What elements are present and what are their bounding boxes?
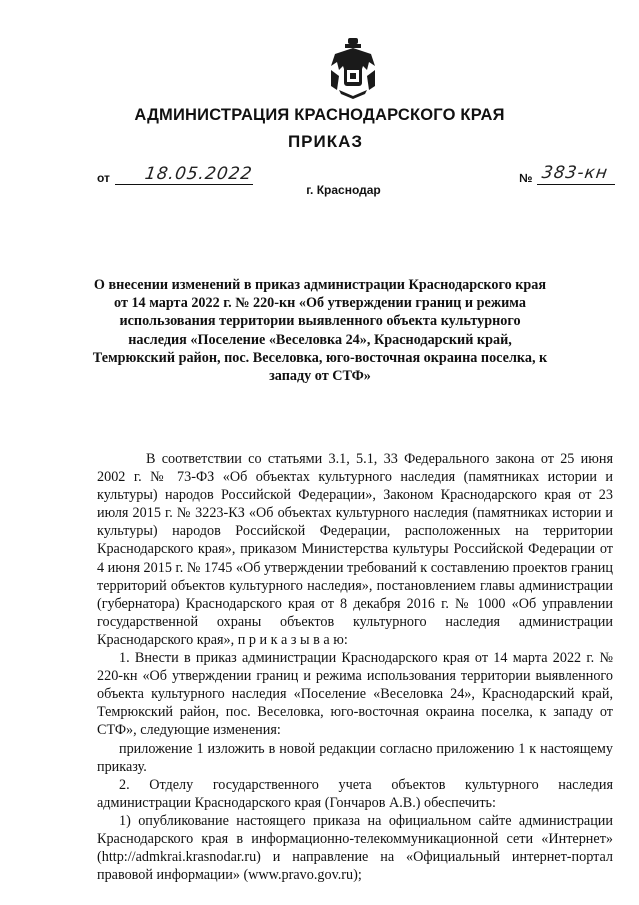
document-title: О внесении изменений в приказ администрации Краснодарского края от 14 марта 2022 г. № 220-кн «Об утверждении границ и режима использования территории выявленного объекта культурного наследия «Поселение «Веселовка 24», Краснодарский край, Темрюкский район, пос. Веселовка, юго-восточная окраина поселка, к западу от СТФ» xyxy=(92,277,548,385)
coat-of-arms-emblem xyxy=(325,36,381,100)
city-label: г. Краснодар xyxy=(306,183,381,197)
date-prefix: от xyxy=(97,171,110,185)
number-handwritten: 383-кн xyxy=(540,163,610,183)
paragraph-basis xyxy=(97,450,613,649)
document-body xyxy=(97,450,613,884)
order-word: п р и к а з ы в а ю: xyxy=(237,631,348,648)
paragraph-basis-text: В соответствии со статьями 3.1, 5.1, 33 Федерального закона от 25 июня 2002 г. № 73-ФЗ «Об объектах культурного наследия (памятниках истории и культуры) народов Российской Федерации», Законом Краснодарского края от 23 июля 2015 г. № 3223-КЗ «Об объектах культурного наследия (памятниках истории и культуры) народов Российской Федерации, расположенных на территории Краснодарского края», приказом Министерства культуры Российской Федерации от 4 июня 2015 г. № 1745 «Об утверждении требований к составлению проектов границ территорий объектов культурного наследия», постановлением главы администрации (губернатора) Краснодарского края от 8 декабря 2016 г. № 1000 «Об управлении государственной охраны объектов культурного наследия администрации Краснодарского края», xyxy=(97,451,613,648)
paragraph-item-2: 2. Отделу государственного учета объектов культурного наследия администрации Краснодарского края (Гончаров А.В.) обеспечить: xyxy=(97,776,613,811)
paragraph-item-2-1: 1) опубликование настоящего приказа на официальном сайте администрации Краснодарского края в информационно-телекоммуникационной сети «Интернет» (http://admkrai.krasnodar.ru) и направление на «Официальный интернет-портал правовой информации» (www.pravo.gov.ru); xyxy=(97,812,613,884)
agency-name: АДМИНИСТРАЦИЯ КРАСНОДАРСКОГО КРАЯ xyxy=(134,106,505,124)
document-type: ПРИКАЗ xyxy=(287,132,364,151)
number-prefix: № xyxy=(519,171,533,185)
paragraph-item-1: 1. Внести в приказ администрации Краснодарского края от 14 марта 2022 г. № 220-кн «Об утверждении границ и режима использования территории выявленного объекта культурного наследия «Поселение «Веселовка 24», Краснодарский край, Темрюкский район, пос. Веселовка, юго-восточная окраина поселка, к западу от СТФ», следующие изменения: xyxy=(97,650,613,739)
date-handwritten: 18.05.2022 xyxy=(143,164,254,184)
paragraph-appendix: приложение 1 изложить в новой редакции согласно приложению 1 к настоящему приказу. xyxy=(97,740,613,775)
